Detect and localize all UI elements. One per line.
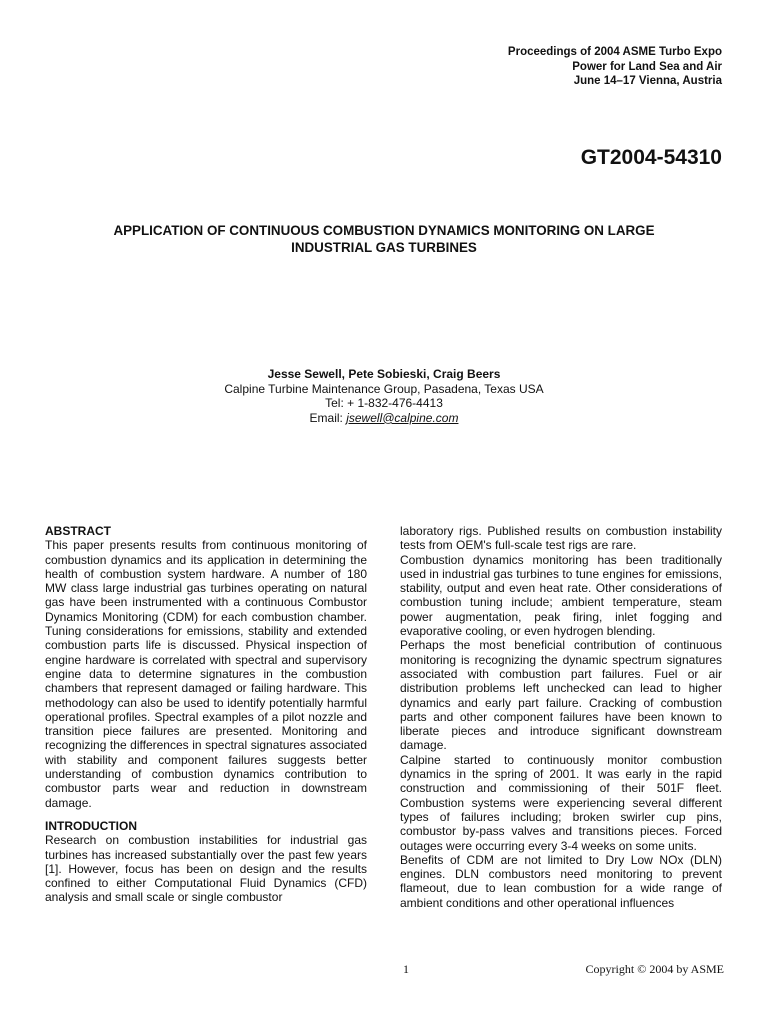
introduction-text: Research on combustion instabilities for industrial gas turbines has increased substantially over the past few years [1]. However, focus has been on design and the results confined to either Computational Fluid Dynamics (CFD) analysis and small scale or single combustor	[45, 833, 367, 905]
body-paragraph-1: laboratory rigs. Published results on combustion instability tests from OEM's full-scale test rigs are rare.	[400, 524, 722, 553]
paper-number: GT2004-54310	[580, 146, 722, 169]
title-line-1: APPLICATION OF CONTINUOUS COMBUSTION DYNAMICS MONITORING ON LARGE	[113, 223, 655, 238]
email-label: Email:	[309, 410, 347, 425]
proceedings-header	[508, 45, 722, 89]
abstract-text: This paper presents results from continuous monitoring of combustion dynamics and its application in determining the health of combustion system hardware. A number of 180 MW class large industrial gas turbines operating on natural gas have been instrumented with a continuous Combustor Dynamics Monitoring (CDM) for each combustion chamber. Tuning considerations for emissions, stability and extended combustion parts life is discussed. Physical inspection of engine hardware is correlated with spectral and supervisory engine data to determine signatures in the combustion chambers that represent damaged or failing hardware. This methodology can also be used to identify potentially harmful operational profiles. Spectral examples of a pilot nozzle and transition piece failures are presented. Monitoring and recognizing the differences in spectral signatures associated with stability and component failures suggests better understanding of combustion dynamics contribution to combustor parts wear and reduction in downstream damage.	[45, 538, 367, 810]
author-affiliation: Calpine Turbine Maintenance Group, Pasadena, Texas USA	[224, 381, 544, 396]
body-paragraph-3: Perhaps the most beneficial contribution of continuous monitoring is recognizing the dynamic spectrum signatures associated with combustion part failures. Fuel or air distribution problems left unchecked can lead to higher dynamics and early part failure. Cracking of combustion parts and other component failures have been known to liberate pieces and introduce significant downstream damage.	[400, 638, 722, 753]
right-column	[400, 524, 722, 910]
copyright-notice: Copyright © 2004 by ASME	[585, 962, 724, 976]
proceedings-line-2: Power for Land Sea and Air	[572, 60, 722, 73]
author-email-line	[0, 411, 768, 426]
proceedings-line-3: June 14–17 Vienna, Austria	[573, 75, 722, 87]
section-spacer	[45, 810, 367, 819]
abstract-heading: ABSTRACT	[45, 524, 111, 538]
body-paragraph-5: Benefits of CDM are not limited to Dry Low NOx (DLN) engines. DLN combustors need monitoring to prevent flameout, due to lean combustion for a wide range of ambient conditions and other operational influences	[400, 852, 722, 910]
page-number: 1	[403, 962, 409, 976]
body-paragraph-2: Combustion dynamics monitoring has been traditionally used in industrial gas turbines to tune engines for emissions, stability, output and even heat rate. Other considerations of combustion tuning include; ambient temperature, steam power augmentation, peak firing, inlet fogging and evaporative cooling, or even hydrogen blending.	[400, 552, 722, 639]
proceedings-line-1: Proceedings of 2004 ASME Turbo Expo	[507, 46, 722, 58]
author-names: Jesse Sewell, Pete Sobieski, Craig Beers	[267, 367, 501, 381]
author-telephone: Tel: + 1-832-476-4413	[325, 396, 443, 411]
email-link[interactable]: jsewell@calpine.com	[346, 410, 459, 425]
title-line-2: INDUSTRIAL GAS TURBINES	[291, 239, 477, 255]
left-column	[45, 524, 367, 905]
paper-title	[40, 223, 728, 256]
author-block	[0, 367, 768, 425]
body-paragraph-4: Calpine started to continuously monitor combustion dynamics in the spring of 2001. It was early in the rapid construction and commissioning of their 501F fleet. Combustion systems were experiencing several different types of failures including; broken swirler cup pins, combustor by-pass valves and transitions pieces. Forced outages were occurring every 3-4 weeks on some units.	[400, 752, 722, 853]
introduction-heading: INTRODUCTION	[45, 818, 137, 833]
